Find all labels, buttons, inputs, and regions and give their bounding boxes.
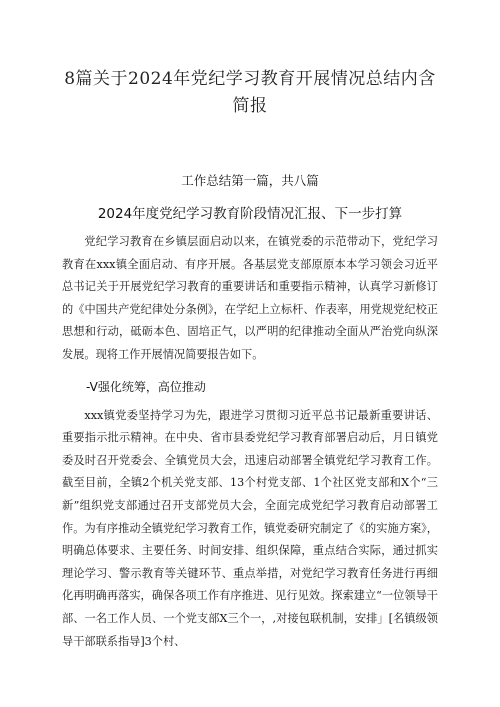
series-subtitle: 工作总结第一篇，共八篇 bbox=[181, 173, 319, 188]
section-title: 2024年度党纪学习教育阶段情况汇报、下一步打算 bbox=[97, 206, 403, 222]
body-paragraph: xxx镇党委坚持学习为先，跟进学习贯彻习近平总书记最新重要讲话、重要指示批示精神。在中央、省市县委党纪学习教育部署启动后，月日镇党委及时召开党委会、全镇党员大会，迅速启动部署全镇党纪学习教育工作。截至目前，全镇2个机关党支部、13个村党支部、1个社区党支部和X个“三新”组织党支部通过召开支部党员大会，全面完成党纪学习教育启动部署工作。为有序推动全镇党纪学习教育工作，镇党委研究制定了《的实施方案》，明确总体要求、主要任务、时间安排、组织保障，重点结合实际，通过抓实理论学习、警示教育等关键环节、重点举措，对党纪学习教育任务进行再细化再明确再落实，确保各项工作有序推进、见行见效。探索建立“一位领导干部、一名工作人员、一个党支部X三个一，,对接包联机制，安排」[名镇级领导干部联系指导]3个村、 bbox=[62, 408, 438, 648]
document-title: 8篇关于2024年党纪学习教育开展情况总结内含简报 bbox=[64, 69, 436, 116]
section-heading: -V强化统筹，高位推动 bbox=[86, 379, 206, 394]
intro-paragraph: 党纪学习教育在乡镇层面启动以来，在镇党委的示范带动下，党纪学习教育在xxx镇全面启动、有序开展。各基层党支部原原本本学习领会习近平总书记关于开展党纪学习教育的重要讲话和重要指示精神，认真学习新修订的《中国共产党纪律处分条例》，在学纪上立标杆、作表率，用党规党纪校正思想和行动，砥砺本色、固培正气，以严明的纪律推动全面从严治党向纵深发展。现将工作开展情况简要报告如下。 bbox=[62, 235, 438, 361]
